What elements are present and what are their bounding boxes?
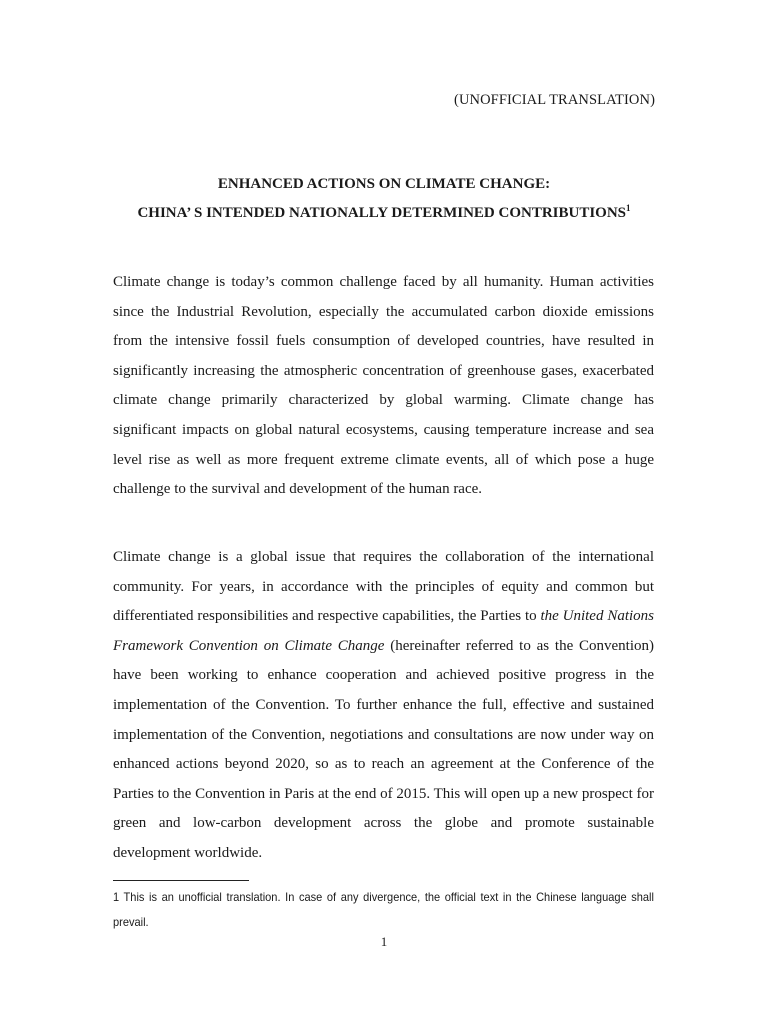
body-paragraph-2	[113, 543, 654, 869]
document-title	[0, 170, 768, 228]
title-footnote-marker: 1	[626, 203, 631, 213]
paragraph-2-text-start: Climate change is a global issue that requires the collaboration of the international community. For years, in accordance with the principles of equity and common but differentiated responsibilities and respective capabilities, the Parties to	[113, 549, 654, 625]
unfccc-reference: the United Nations Framework Convention on Climate Change	[113, 608, 654, 654]
title-line-1: ENHANCED ACTIONS ON CLIMATE CHANGE:	[217, 176, 551, 192]
translation-note: (UNOFFICIAL TRANSLATION)	[454, 92, 655, 108]
page-number: 1	[380, 934, 388, 949]
paragraph-2-text-end: (hereinafter referred to as the Convention) have been working to enhance cooperation and achieved positive progress in the implementation of the Convention. To further enhance the full, effective and sustained implementation of the Convention, negotiations and consultations are now under way on enhanced actions beyond 2020, so as to reach an agreement at the Conference of the Parties to the Convention in Paris at the end of 2015. This will open up a new prospect for green and low-carbon development across the globe and promote sustainable development worldwide.	[113, 637, 654, 861]
footnote: 1 This is an unofficial translation. In case of any divergence, the official text in the Chinese language shall prevail.	[113, 890, 654, 929]
title-line-2-text: CHINA’ S INTENDED NATIONALLY DETERMINED CONTRIBUTIONS	[137, 205, 627, 221]
title-line-2	[0, 199, 768, 228]
footnote-separator	[113, 880, 249, 881]
body-paragraph-1: Climate change is today’s common challenge faced by all humanity. Human activities since the Industrial Revolution, especially the accumulated carbon dioxide emissions from the intensive fossil fuels consumption of developed countries, have resulted in significantly increasing the atmospheric concentration of greenhouse gases, exacerbated climate change primarily characterized by global warming. Climate change has significant impacts on global natural ecosystems, causing temperature increase and sea level rise as well as more frequent extreme climate events, all of which pose a huge challenge to the survival and development of the human race.	[113, 274, 654, 498]
